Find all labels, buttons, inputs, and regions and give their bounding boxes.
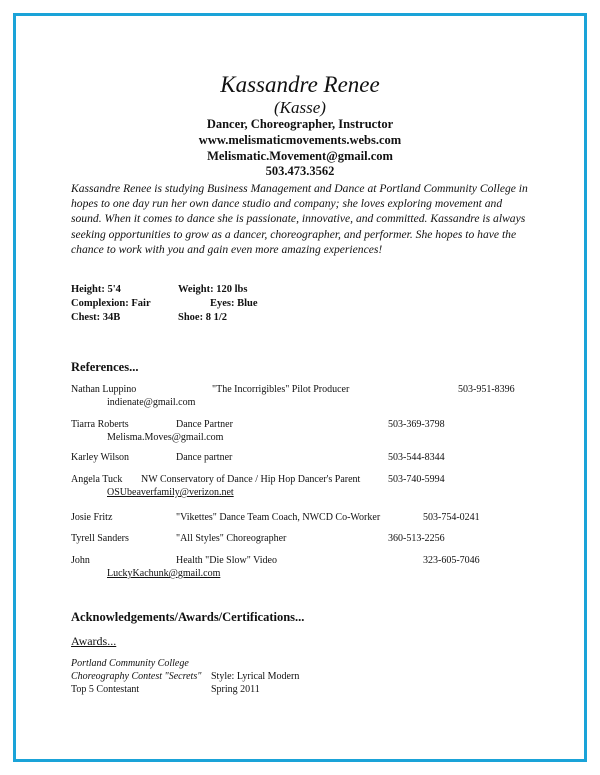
summary-paragraph: Kassandre Renee is studying Business Management and Dance at Portland Community College in hopes to one day run her own dance studio and company; she loves exploring movement and sound. When it comes to dance she is passionate, innovative, and committed. Kassandre is always seeking opportunities to grow as a dancer, choreographer, and performer. She hopes to have the chance to work with you and gain even more amazing experiences! [71, 182, 528, 256]
reference-name: John [71, 555, 90, 566]
stat-shoe: Shoe: 8 1/2 [178, 312, 228, 323]
reference-role: "All Styles" Choreographer [176, 533, 287, 544]
reference-phone: 503-951-8396 [458, 384, 515, 395]
reference-role: Dance Partner [176, 419, 233, 430]
resume-website[interactable]: www.melismaticmovements.webs.com [198, 133, 402, 147]
stat-complexion: Complexion: Fair [71, 298, 151, 309]
reference-phone: 503-369-3798 [388, 419, 445, 430]
reference-role: "Vikettes" Dance Team Coach, NWCD Co-Worker [176, 512, 381, 523]
stat-weight: Weight: 120 lbs [178, 284, 248, 295]
reference-name: Karley Wilson [71, 452, 130, 463]
award-institution: Portland Community College [71, 658, 189, 669]
reference-phone: 503-740-5994 [388, 474, 445, 485]
award-date: Spring 2011 [211, 684, 260, 695]
award-style: Style: Lyrical Modern [211, 671, 300, 682]
resume-nickname: (Kasse) [274, 98, 326, 117]
reference-email[interactable]: LuckyKachunk@gmail.com [107, 568, 221, 579]
resume-title: Dancer, Choreographer, Instructor [206, 117, 394, 131]
award-contest: Choreography Contest "Secrets" [71, 671, 202, 682]
reference-email[interactable]: OSUbeaverfamily@verizon.net [107, 487, 234, 498]
stat-eyes: Eyes: Blue [210, 298, 258, 309]
reference-role: Dance partner [176, 452, 233, 463]
reference-phone: 360-513-2256 [388, 533, 445, 544]
stat-height: Height: 5'4 [71, 284, 121, 295]
resume-email[interactable]: Melismatic.Movement@gmail.com [207, 149, 393, 163]
reference-name: Tyrell Sanders [71, 533, 129, 544]
reference-email[interactable]: indienate@gmail.com [107, 397, 196, 408]
reference-name: Nathan Luppino [71, 384, 137, 395]
reference-phone: 503-544-8344 [388, 452, 445, 463]
acknowledgements-heading: Acknowledgements/Awards/Certifications... [71, 610, 305, 624]
reference-name: Angela Tuck [71, 474, 123, 485]
references-heading: References... [71, 360, 139, 374]
award-result: Top 5 Contestant [71, 684, 140, 695]
reference-name: Tiarra Roberts [71, 419, 129, 430]
reference-email[interactable]: Melisma.Moves@gmail.com [107, 432, 224, 443]
reference-name: Josie Fritz [71, 512, 113, 523]
awards-heading: Awards... [71, 634, 117, 648]
reference-role: "The Incorrigibles" Pilot Producer [212, 384, 350, 395]
stat-chest: Chest: 34B [71, 312, 121, 323]
reference-phone: 503-754-0241 [423, 512, 480, 523]
resume-name: Kassandre Renee [220, 72, 380, 97]
reference-phone: 323-605-7046 [423, 555, 480, 566]
resume-phone: 503.473.3562 [265, 164, 335, 178]
reference-role: NW Conservatory of Dance / Hip Hop Dancer's Parent [141, 474, 361, 485]
reference-role: Health "Die Slow" Video [176, 555, 277, 566]
